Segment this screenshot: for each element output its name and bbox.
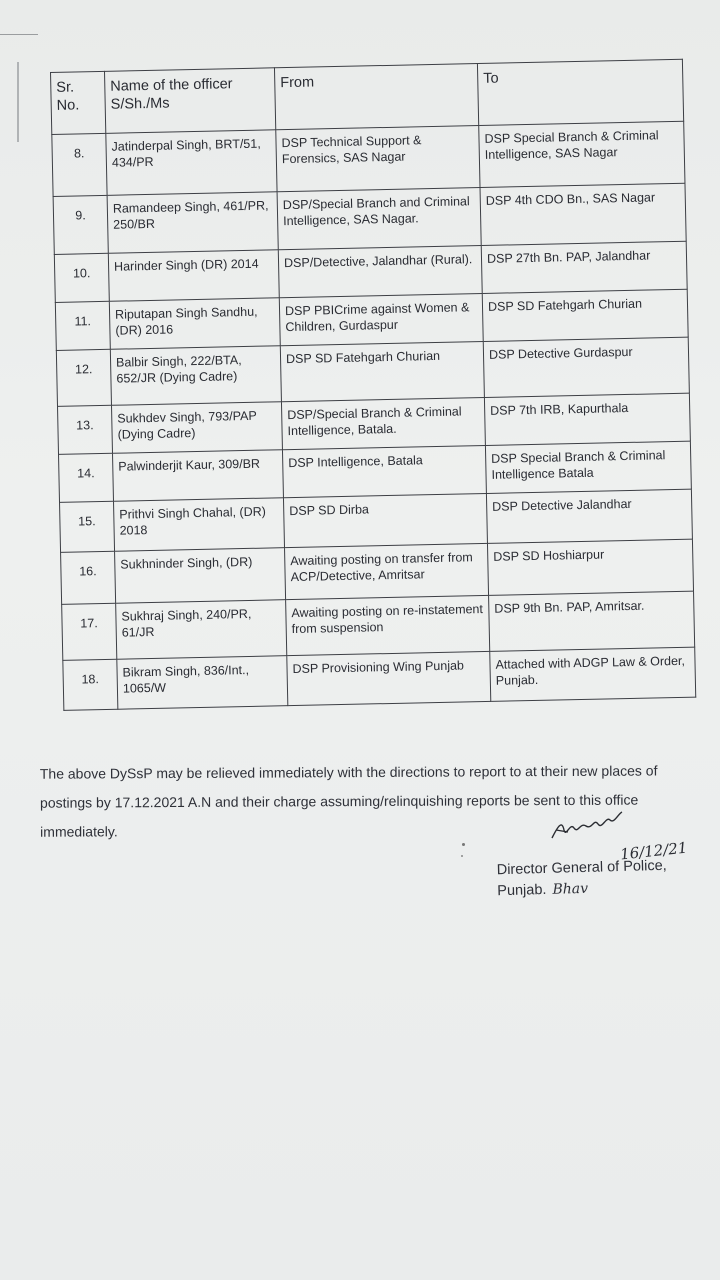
signature-date: 16/12/21 (619, 838, 689, 864)
row-sr-no: 14. (59, 453, 114, 502)
row-officer-name: Riputapan Singh Sandhu, (DR) 2016 (109, 298, 280, 350)
row-sr-no: 12. (56, 349, 111, 406)
row-officer-name: Jatinderpal Singh, BRT/51, 434/PR (106, 130, 277, 196)
row-officer-name: Prithvi Singh Chahal, (DR) 2018 (114, 498, 285, 552)
row-officer-name: Sukhraj Singh, 240/PR, 61/JR (116, 600, 287, 660)
row-sr-no: 11. (55, 301, 110, 350)
designation-line-1: Director General of Police, (496, 857, 667, 879)
signature-scribble (548, 808, 626, 848)
row-officer-name: Bikram Singh, 836/Int., 1065/W (117, 656, 288, 710)
row-to-posting: Attached with ADGP Law & Order, Punjab. (490, 647, 696, 701)
row-from-posting: DSP SD Dirba (283, 493, 487, 547)
designation-state: Punjab. (497, 881, 547, 900)
designation-line-2 (497, 877, 668, 902)
paper-speck (461, 855, 463, 857)
row-to-posting: DSP 9th Bn. PAP, Amritsar. (489, 591, 695, 651)
row-sr-no: 15. (60, 501, 115, 552)
signature-block (496, 856, 667, 902)
row-officer-name: Sukhninder Singh, (DR) (115, 548, 286, 604)
row-officer-name: Balbir Singh, 222/BTA, 652/JR (Dying Cadre) (110, 346, 281, 406)
row-sr-no: 16. (61, 551, 116, 604)
row-officer-name: Sukhdev Singh, 793/PAP (Dying Cadre) (111, 402, 282, 454)
row-to-posting: DSP 4th CDO Bn., SAS Nagar (480, 183, 686, 245)
row-from-posting: DSP Provisioning Wing Punjab (287, 651, 491, 705)
row-officer-name: Harinder Singh (DR) 2014 (108, 250, 279, 302)
row-sr-no: 13. (58, 405, 113, 454)
row-to-posting: DSP SD Fatehgarh Churian (482, 289, 688, 341)
row-from-posting: DSP/Special Branch & Criminal Intelligence, Batala. (281, 397, 485, 449)
row-sr-no: 18. (63, 659, 118, 710)
row-from-posting: DSP PBICrime against Women & Children, Gurdaspur (279, 293, 483, 345)
row-from-posting: DSP/Special Branch and Criminal Intelligence, SAS Nagar. (277, 188, 481, 250)
header-sr-no: Sr. No. (51, 71, 106, 134)
row-to-posting: DSP 7th IRB, Kapurthala (484, 393, 690, 445)
row-to-posting: DSP Detective Gurdaspur (483, 337, 689, 397)
row-from-posting: Awaiting posting on transfer from ACP/Detective, Amritsar (285, 543, 489, 599)
top-edge-rule (0, 34, 38, 35)
row-sr-no: 10. (54, 253, 109, 302)
transfer-table (50, 59, 696, 711)
row-to-posting: DSP SD Hoshiarpur (487, 539, 693, 595)
row-from-posting: DSP/Detective, Jalandhar (Rural). (278, 246, 482, 298)
row-sr-no: 17. (62, 603, 117, 660)
header-to: To (477, 59, 683, 125)
row-from-posting: Awaiting posting on re-instatement from suspension (286, 595, 490, 655)
margin-mark (17, 62, 19, 142)
row-to-posting: DSP Detective Jalandhar (486, 489, 692, 543)
row-from-posting: DSP Technical Support & Forensics, SAS Nagar (276, 126, 480, 192)
row-sr-no: 9. (53, 195, 108, 254)
row-from-posting: DSP Intelligence, Batala (282, 445, 486, 497)
row-to-posting: DSP Special Branch & Criminal Intelligence, SAS Nagar (479, 121, 685, 187)
initials-handwritten: Bhav (552, 880, 589, 898)
paper-speck (462, 843, 465, 846)
header-from: From (274, 64, 478, 130)
row-from-posting: DSP SD Fatehgarh Churian (280, 341, 484, 401)
relieving-instruction: The above DySsP may be relieved immediately with the directions to report to at their new places of postings by 17.12.2021 A.N and their charge assuming/relinquishing reports be sent to this office immediately. (39, 762, 658, 840)
row-to-posting: DSP Special Branch & Criminal Intelligence Batala (485, 441, 691, 493)
row-sr-no: 8. (52, 133, 107, 196)
row-officer-name: Palwinderjit Kaur, 309/BR (112, 450, 283, 502)
row-officer-name: Ramandeep Singh, 461/PR, 250/BR (107, 192, 278, 254)
header-officer-name: Name of the officer S/Sh./Ms (104, 68, 275, 134)
row-to-posting: DSP 27th Bn. PAP, Jalandhar (481, 241, 687, 293)
